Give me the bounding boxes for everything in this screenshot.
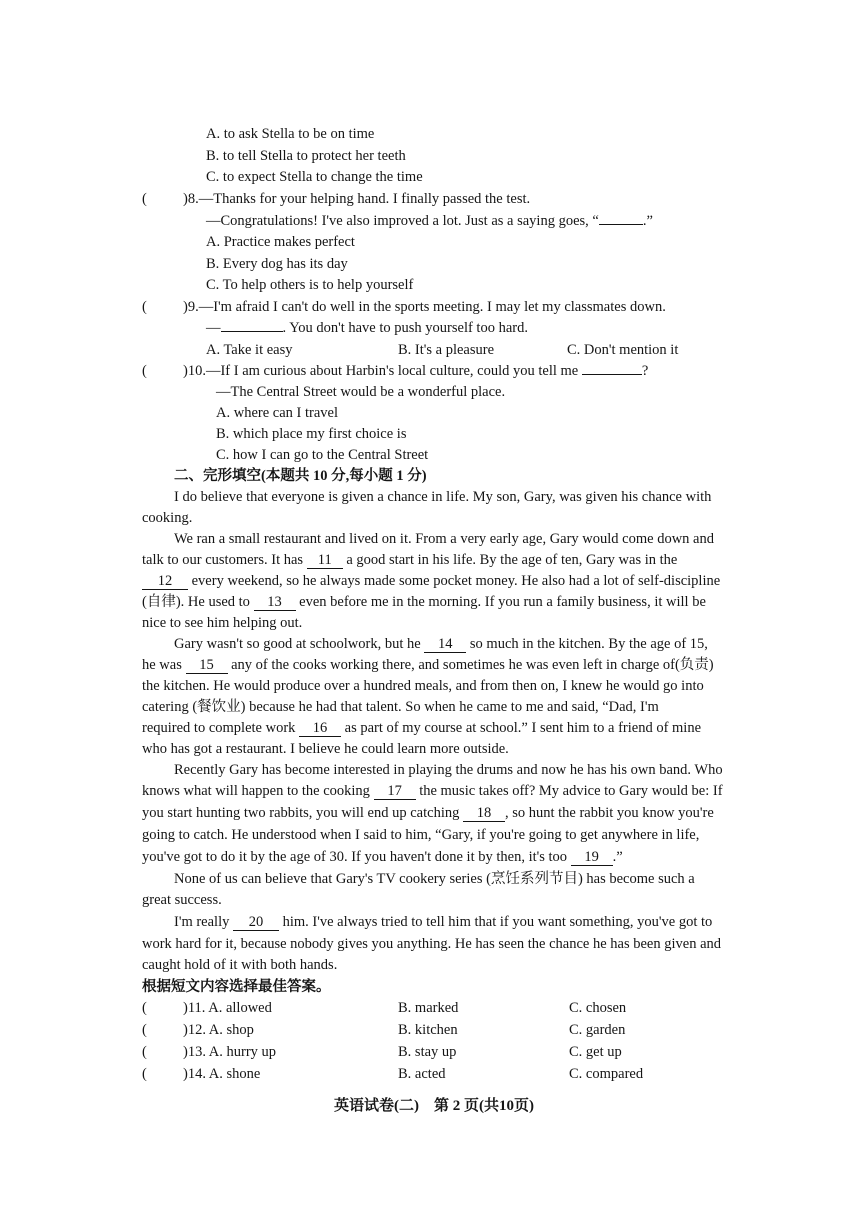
- q9-number: )9.: [183, 299, 199, 315]
- blank-20[interactable]: 20: [233, 915, 279, 931]
- q9-option-a: A. Take it easy: [206, 342, 293, 358]
- q13-option-a: )13. A. hurry up: [183, 1044, 277, 1060]
- passage-text: (自律). He used to: [142, 594, 250, 610]
- q8-line2-end: .”: [642, 213, 653, 229]
- passage-line: [142, 551, 677, 569]
- q10-line2: —The Central Street would be a wonderful place.: [216, 384, 506, 400]
- q10-option-a: A. where can I travel: [216, 405, 338, 421]
- passage-text: the music takes off? My advice to Gary would be: If: [419, 783, 723, 799]
- q13-option-c: C. get up: [569, 1044, 622, 1060]
- q9-option-b: B. It's a pleasure: [398, 342, 495, 358]
- passage-text: even before me in the morning. If you run a family business, it will be: [299, 594, 706, 610]
- q10-line1: —If I am curious about Harbin's local culture, could you tell me: [205, 363, 579, 379]
- q11-option-a: )11. A. allowed: [183, 1000, 272, 1016]
- passage-line: Recently Gary has become interested in playing the drums and now he has his own band. Who: [174, 762, 723, 778]
- blank-11[interactable]: 11: [307, 553, 343, 569]
- passage-text: any of the cooks working there, and sometimes he was even left in charge of(负责): [231, 657, 714, 673]
- passage-line: caught hold of it with both hands.: [142, 957, 338, 973]
- q14-option-a: )14. A. shone: [183, 1066, 261, 1082]
- q8-option-b: B. Every dog has its day: [206, 256, 348, 272]
- passage-text: every weekend, so he always made some pocket money. He also had a lot of self-discipline: [191, 573, 721, 589]
- passage-text: him. I've always tried to tell him that if you want something, you've got to: [282, 914, 713, 930]
- q9-line2-text: . You don't have to push yourself too hard.: [282, 320, 528, 336]
- passage-line: [142, 848, 623, 866]
- q11-answer-paren: (: [142, 1000, 147, 1016]
- q9-line1: —I'm afraid I can't do well in the sports meeting. I may let my classmates down.: [198, 299, 666, 315]
- passage-text: you've got to do it by the age of 30. If you haven't done it by then, it's too: [142, 849, 568, 865]
- q13-answer-paren: (: [142, 1044, 147, 1060]
- passage-line: nice to see him helping out.: [142, 615, 303, 631]
- q13-option-b: B. stay up: [398, 1044, 457, 1060]
- q7-option-c: C. to expect Stella to change the time: [206, 169, 423, 185]
- passage-text: so much in the kitchen. By the age of 15,: [469, 636, 708, 652]
- passage-text: as part of my course at school.” I sent him to a friend of mine: [344, 720, 702, 736]
- q12-option-b: B. kitchen: [398, 1022, 458, 1038]
- blank-16[interactable]: 16: [299, 721, 341, 737]
- blank-12[interactable]: 12: [142, 574, 188, 590]
- q7-option-a: A. to ask Stella to be on time: [206, 126, 375, 142]
- q14-answer-paren: (: [142, 1066, 147, 1082]
- blank-15[interactable]: 15: [186, 658, 228, 674]
- passage-text: I'm really: [174, 914, 230, 930]
- passage-text: required to complete work: [142, 720, 296, 736]
- blank-13[interactable]: 13: [254, 595, 296, 611]
- passage-line: [142, 656, 714, 674]
- passage-text: knows what will happen to the cooking: [142, 783, 370, 799]
- passage-text: he was: [142, 657, 182, 673]
- passage-line: catering (餐饮业) because he had that talent. So when he came to me and said, “Dad, I'm: [142, 699, 659, 715]
- q10-blank[interactable]: [582, 374, 642, 375]
- q14-option-c: C. compared: [569, 1066, 644, 1082]
- blank-18[interactable]: 18: [463, 806, 505, 822]
- q10-number: )10.: [183, 363, 206, 379]
- blank-17[interactable]: 17: [374, 784, 416, 800]
- passage-line: I do believe that everyone is given a chance in life. My son, Gary, was given his chance with: [174, 489, 712, 505]
- q12-option-c: C. garden: [569, 1022, 626, 1038]
- passage-text: Gary wasn't so good at schoolwork, but he: [174, 636, 421, 652]
- q14-option-b: B. acted: [398, 1066, 446, 1082]
- q8-option-c: C. To help others is to help yourself: [206, 277, 414, 293]
- q10-answer-paren: (: [142, 363, 147, 379]
- q10-option-c: C. how I can go to the Central Street: [216, 447, 429, 463]
- passage-line: [142, 593, 706, 611]
- passage-text: .”: [612, 849, 623, 865]
- passage-text: you start hunting two rabbits, you will end up catching: [142, 805, 460, 821]
- q12-option-a: )12. A. shop: [183, 1022, 254, 1038]
- passage-line: [174, 913, 712, 931]
- q8-line2: [206, 212, 653, 230]
- q9-line2-dash: —: [206, 320, 221, 336]
- q8-option-a: A. Practice makes perfect: [206, 234, 355, 250]
- passage-line: work hard for it, because nobody gives you anything. He has seen the chance he has been given and: [142, 936, 722, 952]
- q8-answer-paren: (: [142, 191, 147, 207]
- passage-line: [142, 572, 720, 590]
- q8-stem: [183, 190, 530, 208]
- q9-answer-paren: (: [142, 299, 147, 315]
- q8-blank[interactable]: [599, 224, 643, 225]
- q12-answer-paren: (: [142, 1022, 147, 1038]
- passage-line: cooking.: [142, 510, 193, 526]
- section2-heading: 二、完形填空(本题共 10 分,每小题 1 分): [174, 468, 427, 484]
- passage-line: [142, 782, 723, 800]
- q10-stem: [183, 362, 648, 380]
- passage-line: [174, 635, 708, 653]
- instruction-heading: 根据短文内容选择最佳答案。: [142, 979, 331, 995]
- blank-14[interactable]: 14: [424, 637, 466, 653]
- passage-text: talk to our customers. It has: [142, 552, 304, 568]
- q7-option-b: B. to tell Stella to protect her teeth: [206, 148, 406, 164]
- q9-blank[interactable]: [221, 331, 283, 332]
- passage-line: great success.: [142, 892, 222, 908]
- q10-option-b: B. which place my first choice is: [216, 426, 407, 442]
- passage-line: who has got a restaurant. I believe he could learn more outside.: [142, 741, 509, 757]
- passage-line: None of us can believe that Gary's TV cookery series (烹饪系列节目) has become such a: [174, 871, 695, 887]
- passage-line: [142, 719, 701, 737]
- q8-line1: —Thanks for your helping hand. I finally passed the test.: [198, 191, 531, 207]
- q9-option-c: C. Don't mention it: [567, 342, 679, 358]
- passage-text: , so hunt the rabbit you know you're: [504, 805, 714, 821]
- passage-line: the kitchen. He would produce over a hundred meals, and from then on, I knew he would go into: [142, 678, 704, 694]
- q9-line2: [206, 319, 528, 337]
- page-footer: 英语试卷(二) 第 2 页(共10页): [334, 1098, 534, 1114]
- q8-number: )8.: [183, 191, 199, 207]
- q11-option-c: C. chosen: [569, 1000, 627, 1016]
- q8-line2-text: —Congratulations! I've also improved a lot. Just as a saying goes, “: [206, 213, 599, 229]
- blank-19[interactable]: 19: [571, 850, 613, 866]
- q11-option-b: B. marked: [398, 1000, 459, 1016]
- passage-text: a good start in his life. By the age of ten, Gary was in the: [346, 552, 678, 568]
- q10-line1-end: ?: [641, 363, 649, 379]
- passage-line: [142, 804, 714, 822]
- passage-line: We ran a small restaurant and lived on it. From a very early age, Gary would come down and: [174, 531, 714, 547]
- q9-stem: [183, 298, 666, 316]
- passage-line: going to catch. He understood when I said to him, “Gary, if you're going to get anywhere in life,: [142, 827, 700, 843]
